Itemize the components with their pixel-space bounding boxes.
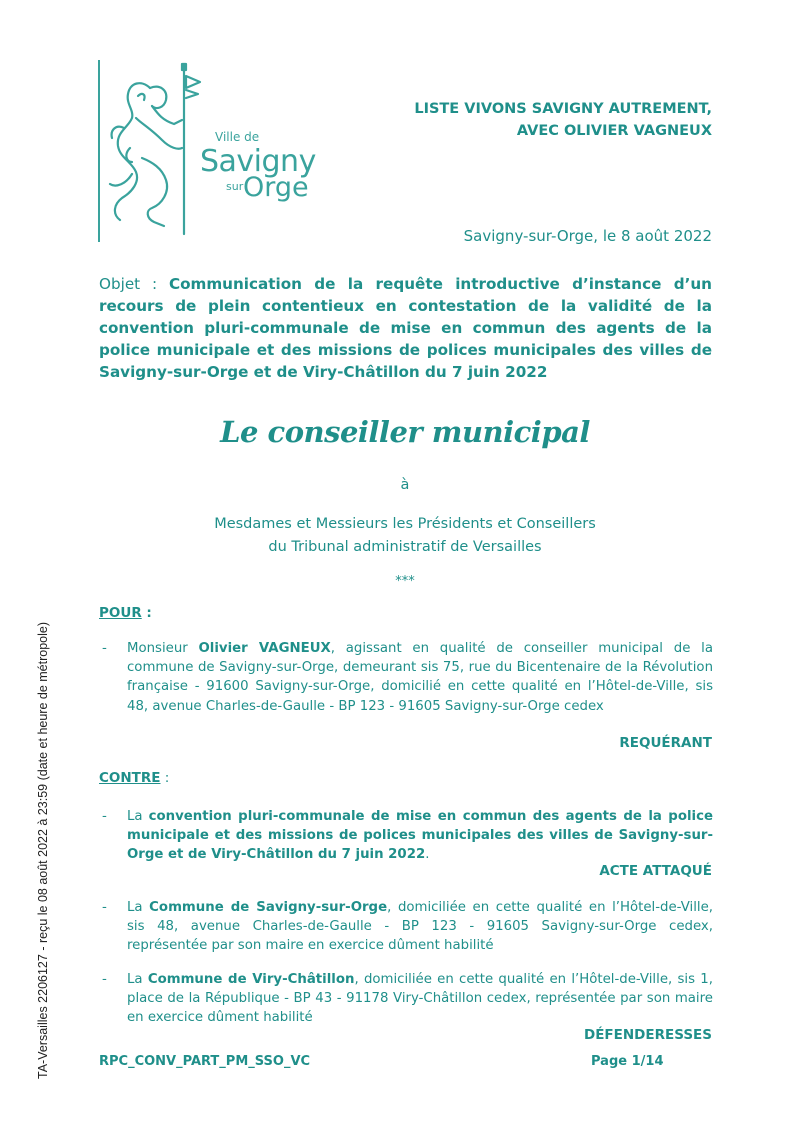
logo-savigny: Savigny — [200, 144, 316, 179]
contre-item-3-rest: , domiciliée en cette qualité en l’Hôtel-de-Ville, sis 1, place de la République - BP 43 - 91178 Viry-Châtillon cedex, représentée par son maire en exercice dûment habilité — [127, 972, 713, 1026]
pour-bullet: - — [102, 640, 107, 656]
contre-bullet-1: - — [102, 808, 107, 824]
page-title: Le conseiller municipal — [220, 415, 590, 449]
addressee — [0, 513, 810, 559]
contre-item-3 — [127, 970, 713, 1028]
objet-text: Communication de la requête introductive d’instance d’un recours de plein contentieux en contestation de la validité de la convention pluri-communale de mise en commun des agents de la police municipale et des missions de polices municipales des villes de Savigny-sur-Orge et de Viry-Châtillon du 7 juin 2022 — [99, 275, 712, 381]
contre-item-3-bold: Commune de Viry-Châtillon — [147, 972, 355, 987]
lion-emblem-icon — [102, 58, 202, 238]
pour-name: Olivier VAGNEUX — [198, 641, 331, 656]
pour-label: POUR — [99, 605, 142, 621]
objet-label: Objet : — [99, 275, 158, 293]
contre-item-1-bold: convention pluri-communale de mise en commun des agents de la police municipale et des missions de polices municipales des villes de Savigny-sur-Orge et de Viry-Châtillon du 7 juin 2022 — [127, 809, 713, 863]
logo-divider — [98, 60, 100, 242]
contre-item-2-bold: Commune de Savigny-sur-Orge — [149, 900, 388, 915]
pour-pre: Monsieur — [127, 641, 199, 656]
separator-stars: *** — [395, 574, 415, 589]
logo-orge: Orge — [243, 172, 309, 203]
objet-paragraph — [99, 273, 712, 383]
contre-item-1-pre: La — [127, 809, 149, 824]
pour-paragraph — [127, 639, 713, 716]
city-logo — [98, 58, 316, 243]
contre-item-2 — [127, 898, 713, 956]
list-header — [414, 98, 712, 142]
contre-heading — [99, 770, 169, 786]
contre-item-2-rest: , domiciliée en cette qualité en l’Hôtel-de-Ville, sis 48, avenue Charles-de-Gaulle - BP 123 - 91605 Savigny-sur-Orge cedex, représentée par son maire en exercice dûment habilité — [127, 900, 713, 954]
addressee-line1: Mesdames et Messieurs les Présidents et Conseillers — [214, 516, 596, 532]
addressee-line2: du Tribunal administratif de Versailles — [268, 539, 542, 555]
role-acte-attaque: ACTE ATTAQUÉ — [599, 863, 712, 879]
contre-colon: : — [160, 770, 170, 786]
a-preposition: à — [400, 477, 410, 493]
list-header-line2: AVEC OLIVIER VAGNEUX — [516, 123, 712, 139]
receipt-stamp: TA-Versailles 2206127 - reçu le 08 août 2022 à 23:59 (date et heure de métropole) — [36, 621, 50, 1079]
pour-heading — [99, 605, 152, 621]
logo-ville-de: Ville de — [215, 130, 260, 144]
document-date: Savigny-sur-Orge, le 8 août 2022 — [463, 227, 712, 245]
pour-rest: , agissant en qualité de conseiller municipal de la commune de Savigny-sur-Orge, demeurant sis 75, rue du Bicentenaire de la Révolution française - 91600 Savigny-sur-Orge, domicilié en cette qualité en l’Hôtel-de-Ville, sis 48, avenue Charles-de-Gaulle - BP 123 - 91605 Savigny-sur-Orge cedex — [127, 641, 713, 714]
contre-item-2-pre: La — [127, 900, 150, 915]
list-header-line1: LISTE VIVONS SAVIGNY AUTREMENT, — [414, 101, 712, 117]
contre-item-1 — [127, 807, 713, 865]
contre-bullet-3: - — [102, 971, 107, 987]
role-defenderesses: DÉFENDERESSES — [584, 1027, 712, 1043]
logo-sur: sur — [226, 180, 244, 193]
contre-label: CONTRE — [99, 770, 161, 786]
pour-colon: : — [141, 605, 152, 621]
role-requerant: REQUÉRANT — [619, 735, 712, 751]
footer-reference: RPC_CONV_PART_PM_SSO_VC — [99, 1054, 311, 1069]
contre-bullet-2: - — [102, 899, 107, 915]
footer-page-number: Page 1/14 — [591, 1054, 664, 1069]
contre-item-3-pre: La — [127, 972, 148, 987]
contre-item-1-rest: . — [425, 847, 430, 863]
